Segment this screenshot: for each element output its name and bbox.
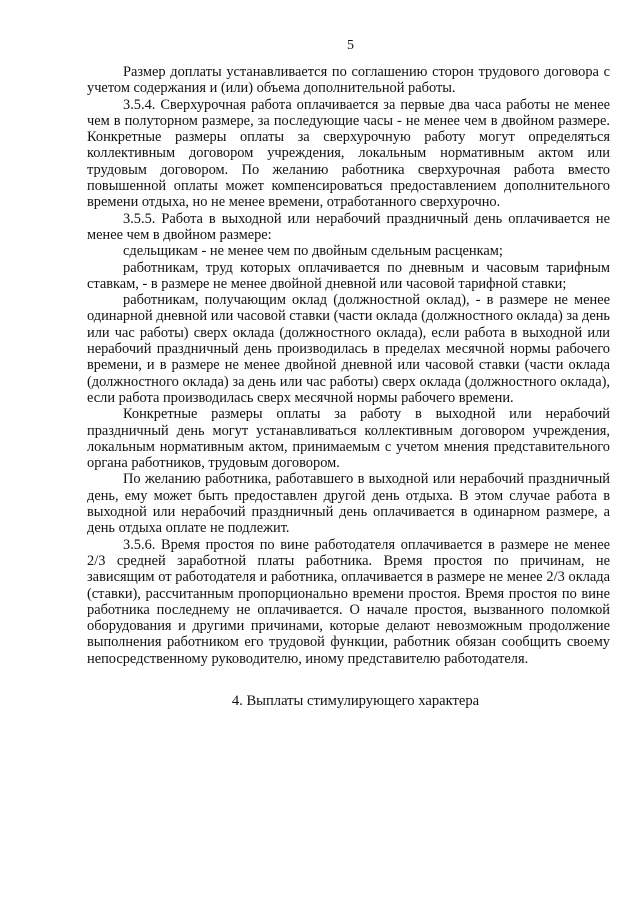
paragraph-day-off: По желанию работника, работавшего в выходной или нерабочий праздничный день, ему может быть предоставлен другой день отдыха. В этом случае работа в выходной или нерабочий праздничный день оплачивается в одинарном размере, а день отдыха оплате не подлежит. — [87, 471, 610, 537]
paragraph-tariff-workers: работникам, труд которых оплачивается по дневным и часовым тарифным ставкам, - в размере не менее двойной дневной или часовой тарифной ставки; — [87, 259, 610, 292]
paragraph-3-5-6-downtime: 3.5.6. Время простоя по вине работодателя оплачивается в размере не менее 2/3 средней заработной платы работника. Время простоя по причинам, не зависящим от работодателя и работника, оплачивается в размере не менее 2/3 оклада (ставки), рассчитанным пропорционально времени простоя. Время простоя по вине работника последнему не оплачивается. О начале простоя, вызванного поломкой оборудования и другими причинами, которые делают невозможным продолжение выполнения работником его трудовой функции, работник обязан сообщить своему непосредственному руководителю, иному представителю работодателя. — [87, 536, 610, 667]
paragraph-additional-payment: Размер доплаты устанавливается по соглашению сторон трудового договора с учетом содержания и (или) объема дополнительной работы. — [87, 64, 610, 97]
paragraph-payment-amounts: Конкретные размеры оплаты за работу в выходной или нерабочий праздничный день могут устанавливаться коллективным договором учреждения, локальным нормативным актом, принимаемым с учетом мнения представительного органа работников, трудовым договором. — [87, 406, 610, 472]
paragraph-3-5-5-weekend-work: 3.5.5. Работа в выходной или нерабочий праздничный день оплачивается не менее чем в двойном размере: — [87, 210, 610, 243]
paragraph-piece-workers: сдельщикам - не менее чем по двойным сдельным расценкам; — [123, 243, 503, 260]
paragraph-3-5-4-overtime: 3.5.4. Сверхурочная работа оплачивается за первые два часа работы не менее чем в полуторном размере, за последующие часы - не менее чем в двойном размере. Конкретные размеры оплаты за сверхурочную работу могут определяться коллективным договором учреждения, локальным нормативным актом или трудовым договором. По желанию работника сверхурочная работа вместо повышенной оплаты может компенсироваться предоставлением дополнительного времени отдыха, но не менее времени, отработанного сверхурочно. — [87, 96, 610, 211]
paragraph-salaried-workers: работникам, получающим оклад (должностной оклад), - в размере не менее одинарной дневной или часовой ставки (части оклада (должностного оклада) за день или час работы) сверх оклада (должностного оклада), если работа в выходной или нерабочий праздничный день производилась в пределах месячной нормы рабочего времени, и в размере не менее двойной дневной или часовой ставки (части оклада (должностного оклада) за день или час работы) сверх оклада (должностного оклада), если работа производилась сверх месячной нормы рабочего времени. — [87, 292, 610, 406]
section-heading: 4. Выплаты стимулирующего характера — [231, 692, 480, 709]
page-number: 5 — [347, 38, 354, 53]
